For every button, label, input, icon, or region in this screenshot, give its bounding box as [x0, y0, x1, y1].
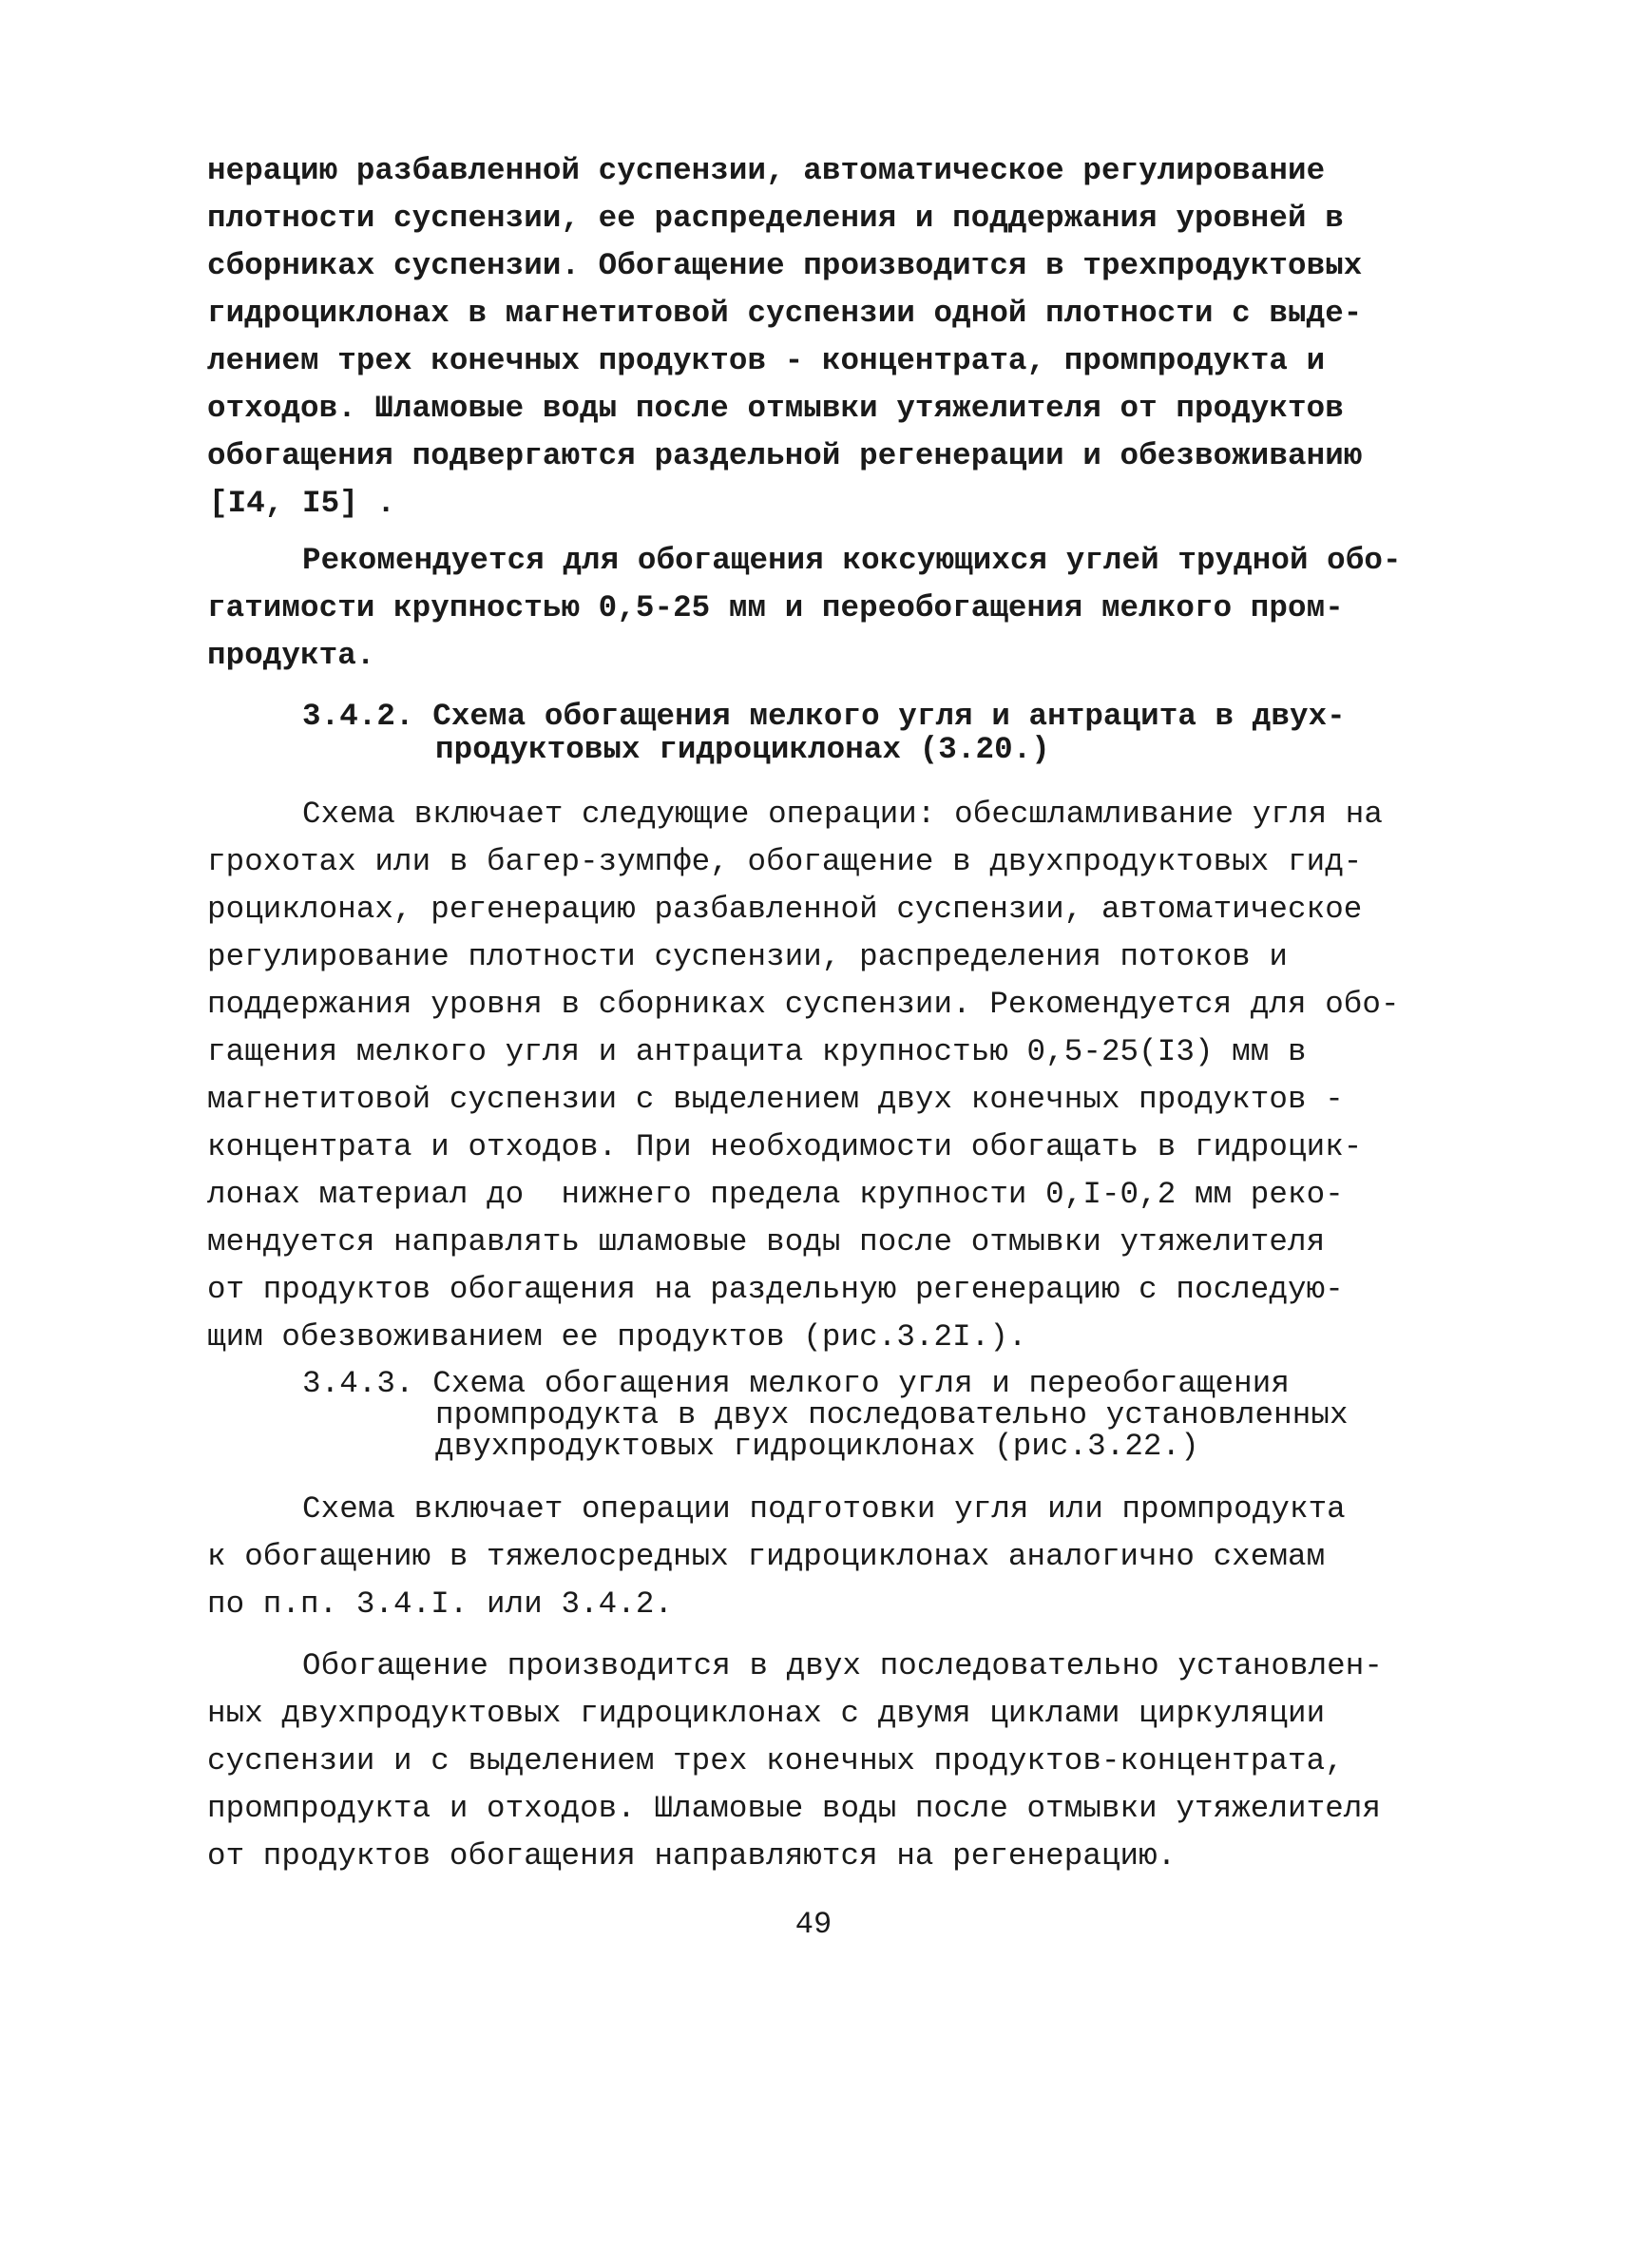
text-line: ных двухпродуктовых гидроциклонах с двумя циклами циркуляции	[207, 1696, 1326, 1731]
text-line: мендуется направлять шламовые воды после отмывки утяжелителя	[207, 1224, 1326, 1259]
text-line: лонах материал до нижнего предела крупности 0,I-0,2 мм реко-	[207, 1177, 1344, 1212]
text-line: лением трех конечных продуктов - концентрата, промпродукта и	[207, 343, 1326, 378]
text-line: продукта.	[207, 638, 375, 673]
text-line: по п.п. 3.4.I. или 3.4.2.	[207, 1586, 674, 1622]
text-line: роциклонах, регенерацию разбавленной суспензии, автоматическое	[207, 892, 1363, 927]
text-line: щим обезвоживанием ее продуктов (рис.3.2I.).	[207, 1319, 1027, 1355]
text-line: гидроциклонах в магнетитовой суспензии одной плотности с выде-	[207, 296, 1363, 331]
heading-line: продуктовых гидроциклонах (3.20.)	[435, 732, 1050, 767]
text-line: Схема включает следующие операции: обесшламливание угля на	[302, 797, 1383, 832]
page-number: 49	[794, 1907, 833, 1942]
text-line: от продуктов обогащения на раздельную регенерацию с последую-	[207, 1272, 1344, 1307]
text-line: регулирование плотности суспензии, распределения потоков и	[207, 939, 1288, 974]
text-line: Рекомендуется для обогащения коксующихся углей трудной обо-	[302, 543, 1402, 578]
heading-line: промпродукта в двух последовательно установленных	[435, 1397, 1349, 1432]
text-line: обогащения подвергаются раздельной регенерации и обезвоживанию	[207, 438, 1363, 473]
text-line: промпродукта и отходов. Шламовые воды после отмывки утяжелителя	[207, 1791, 1381, 1826]
text-line: Обогащение производится в двух последовательно установлен-	[302, 1648, 1383, 1683]
text-line: гатимости крупностью 0,5-25 мм и переобогащения мелкого пром-	[207, 590, 1344, 625]
text-line: сборниках суспензии. Обогащение производится в трехпродуктовых	[207, 248, 1363, 283]
text-line: плотности суспензии, ее распределения и поддержания уровней в	[207, 201, 1344, 236]
text-line: грохотах или в багер-зумпфе, обогащение в двухпродуктовых гид-	[207, 844, 1363, 879]
text-line: Схема включает операции подготовки угля или промпродукта	[302, 1491, 1346, 1527]
text-line: от продуктов обогащения направляются на регенерацию.	[207, 1838, 1177, 1874]
text-line: суспензии и с выделением трех конечных продуктов-концентрата,	[207, 1743, 1344, 1778]
text-line: концентрата и отходов. При необходимости обогащать в гидроцик-	[207, 1129, 1363, 1164]
heading-line: 3.4.3. Схема обогащения мелкого угля и переобогащения	[302, 1366, 1290, 1401]
heading-line: двухпродуктовых гидроциклонах (рис.3.22.)	[435, 1429, 1199, 1464]
text-line: магнетитовой суспензии с выделением двух конечных продуктов -	[207, 1082, 1344, 1117]
text-line: поддержания уровня в сборниках суспензии. Рекомендуется для обо-	[207, 987, 1400, 1022]
text-line: гащения мелкого угля и антрацита крупностью 0,5-25(I3) мм в	[207, 1034, 1307, 1069]
heading-line: 3.4.2. Схема обогащения мелкого угля и антрацита в двух-	[302, 699, 1346, 734]
text-line: отходов. Шламовые воды после отмывки утяжелителя от продуктов	[207, 391, 1344, 426]
citation-line: [I4, I5] .	[209, 486, 396, 521]
text-line: к обогащению в тяжелосредных гидроциклонах аналогично схемам	[207, 1539, 1326, 1574]
text-line: нерацию разбавленной суспензии, автоматическое регулирование	[207, 153, 1326, 188]
